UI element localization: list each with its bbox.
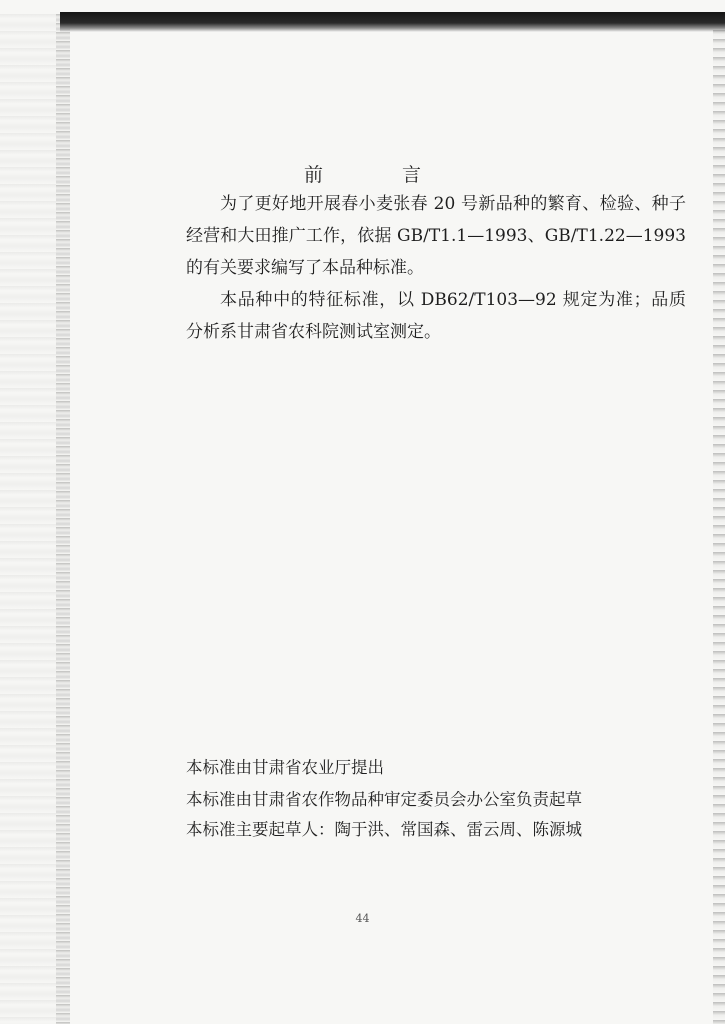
preface-paragraph-1: 为了更好地开展春小麦张春 20 号新品种的繁育、检验、种子经营和大田推广工作，依据 GB/T1.1—1993、GB/T1.22—1993 的有关要求编写了本品种标准。 — [186, 194, 686, 278]
page-number: 44 — [355, 912, 370, 925]
preface-title: 前 言 — [303, 164, 451, 186]
drafter-line: 本标准由甘肃省农作物品种审定委员会办公室负责起草 — [186, 790, 582, 809]
scan-top-bar — [60, 12, 725, 32]
proposer-line: 本标准由甘肃省农业厅提出 — [186, 758, 384, 777]
authors-line: 本标准主要起草人：陶于洪、常国森、雷云周、陈源城 — [186, 820, 582, 839]
preface-paragraph-2: 本品种中的特征标准，以 DB62/T103—92 规定为准；品质分析系甘肃省农科院测试室测定。 — [186, 290, 686, 342]
